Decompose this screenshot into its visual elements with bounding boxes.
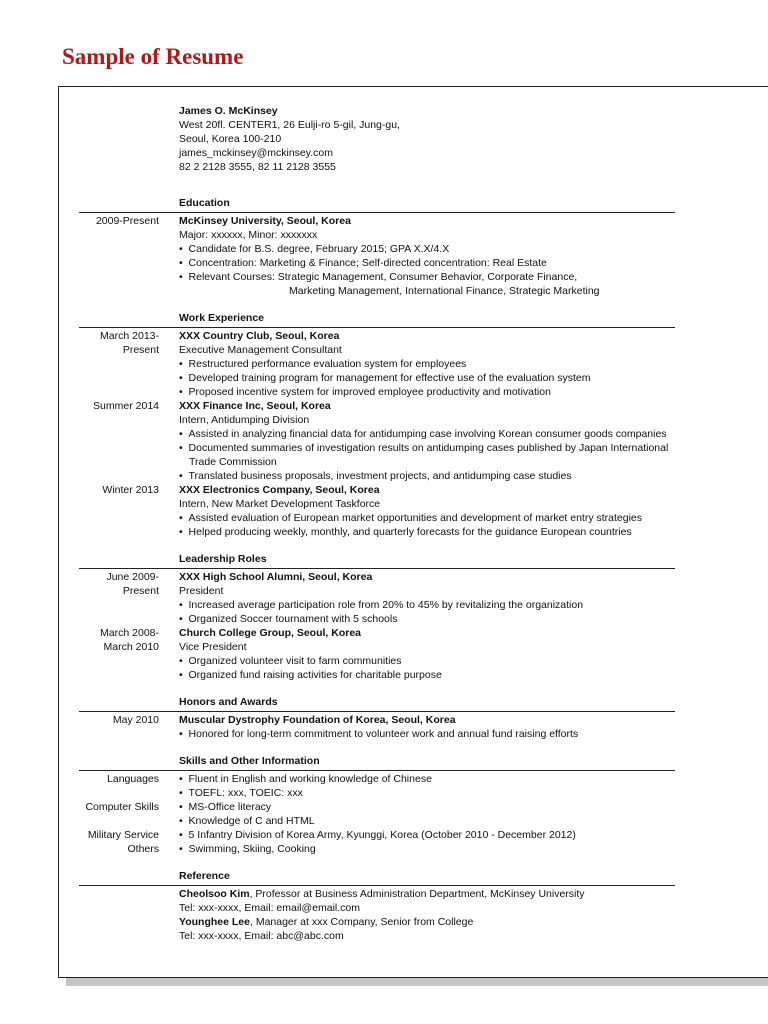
phone: 82 2 2128 3555, 82 11 2128 3555 — [179, 161, 336, 173]
bullet-item: • Knowledge of C and HTML — [179, 814, 709, 828]
bullet-item: • Developed training program for management for effective use of the evaluation system — [179, 371, 709, 385]
entry-role: Executive Management Consultant — [179, 344, 342, 356]
bullet-item: • Restructured performance evaluation system for employees — [179, 357, 709, 371]
reference-name: Cheolsoo Kim — [179, 888, 250, 900]
skills-entry — [59, 842, 768, 856]
bullet-item: • Documented summaries of investigation results on antidumping cases published by Japan International Trade Commission — [179, 441, 669, 469]
bullet-item: • Fluent in English and working knowledge of Chinese — [179, 772, 709, 786]
honors-entry — [59, 713, 768, 727]
reference-1 — [179, 887, 699, 901]
entry-role: Intern, Antidumping Division — [179, 414, 310, 426]
address-line-1: West 20fl. CENTER1, 26 Eulji-ro 5-gil, Jung-gu, — [179, 119, 400, 131]
skills-entry — [59, 828, 768, 842]
section-heading-honors: Honors and Awards — [179, 696, 278, 708]
entry-date: Winter 2013 — [102, 484, 159, 496]
reference-desc: , Professor at Business Administration Department, McKinsey University — [249, 888, 585, 900]
bullet-item: • Relevant Courses: Strategic Management, Consumer Behavior, Corporate Finance, — [179, 270, 709, 284]
section-heading-skills: Skills and Other Information — [179, 755, 320, 767]
bullet-continuation: Marketing Management, International Finance, Strategic Marketing — [289, 285, 600, 297]
skills-entry — [59, 800, 768, 814]
resume-content — [59, 87, 768, 943]
section-heading-education: Education — [179, 197, 230, 209]
bullet-item: • Concentration: Marketing & Finance; Self-directed concentration: Real Estate — [179, 256, 709, 270]
entry-org: XXX Finance Inc, Seoul, Korea — [179, 400, 331, 412]
reference-desc: , Manager at xxx Company, Senior from College — [249, 916, 474, 928]
entry-org: XXX Country Club, Seoul, Korea — [179, 330, 340, 342]
entry-date: March 2008- March 2010 — [100, 627, 159, 653]
bullet-item: • Organized Soccer tournament with 5 schools — [179, 612, 709, 626]
section-heading-reference: Reference — [179, 870, 230, 882]
bullet-item: • TOEFL: xxx, TOEIC: xxx — [179, 786, 709, 800]
bullet-item: • Candidate for B.S. degree, February 2015; GPA X.X/4.X — [179, 242, 709, 256]
reference-name: Younghee Lee — [179, 916, 250, 928]
skill-label-computer: Computer Skills — [85, 801, 159, 813]
skill-label-others: Others — [127, 843, 159, 855]
applicant-name: James O. McKinsey — [179, 105, 278, 117]
entry-date: 2009-Present — [95, 215, 159, 227]
bullet-item: • Organized fund raising activities for charitable purpose — [179, 668, 709, 682]
reference-contact: Tel: xxx-xxxx, Email: abc@abc.com — [179, 930, 344, 942]
entry-date: May 2010 — [112, 714, 159, 726]
entry-role: Vice President — [179, 641, 247, 653]
skills-entry — [59, 772, 768, 786]
entry-org: McKinsey University, Seoul, Korea — [179, 215, 351, 227]
bullet-item: • Assisted in analyzing financial data for antidumping case involving Korean consumer goods companies — [179, 427, 669, 441]
entry-date: Summer 2014 — [93, 400, 159, 412]
reference-contact: Tel: xxx-xxxx, Email: email@email.com — [179, 902, 361, 914]
bullet-item: • Assisted evaluation of European market opportunities and development of market entry strategies — [179, 511, 709, 525]
skill-label-languages: Languages — [107, 773, 159, 785]
entry-date: March 2013- Present — [100, 330, 159, 356]
bullet-item: • 5 Infantry Division of Korea Army, Kyunggi, Korea (October 2010 - December 2012) — [179, 828, 709, 842]
entry-subtitle: Major: xxxxxx, Minor: xxxxxxx — [179, 229, 318, 241]
entry-org: Church College Group, Seoul, Korea — [179, 627, 362, 639]
bullet-item: • Helped producing weekly, monthly, and quarterly forecasts for the guidance European countries — [179, 525, 709, 539]
page-title: Sample of Resume — [62, 44, 244, 69]
work-entry — [59, 483, 768, 497]
education-entry — [59, 214, 768, 228]
bullet-item: • Honored for long-term commitment to volunteer work and annual fund raising efforts — [179, 727, 709, 741]
bullet-item: • Increased average participation role from 20% to 45% by revitalizing the organization — [179, 598, 709, 612]
reference-2 — [179, 915, 699, 929]
entry-role: Intern, New Market Development Taskforce — [179, 498, 381, 510]
bullet-item: • MS-Office literacy — [179, 800, 709, 814]
section-heading-work: Work Experience — [179, 312, 265, 324]
bullet-item: • Swimming, Skiing, Cooking — [179, 842, 709, 856]
address-line-2: Seoul, Korea 100-210 — [179, 133, 282, 145]
section-heading-leadership: Leadership Roles — [179, 553, 267, 565]
entry-org: XXX Electronics Company, Seoul, Korea — [179, 484, 380, 496]
bullet-item: • Organized volunteer visit to farm communities — [179, 654, 709, 668]
entry-org: Muscular Dystrophy Foundation of Korea, Seoul, Korea — [179, 714, 456, 726]
work-entry — [59, 399, 768, 413]
entry-org: XXX High School Alumni, Seoul, Korea — [179, 571, 373, 583]
email: james_mckinsey@mckinsey.com — [179, 147, 333, 159]
entry-date: June 2009- Present — [106, 571, 159, 597]
resume-document — [58, 86, 768, 978]
skill-label-military: Military Service — [87, 829, 159, 841]
bullet-item: • Proposed incentive system for improved employee productivity and motivation — [179, 385, 709, 399]
bullet-item: • Translated business proposals, investment projects, and antidumping case studies — [179, 469, 709, 483]
entry-role: President — [179, 585, 224, 597]
